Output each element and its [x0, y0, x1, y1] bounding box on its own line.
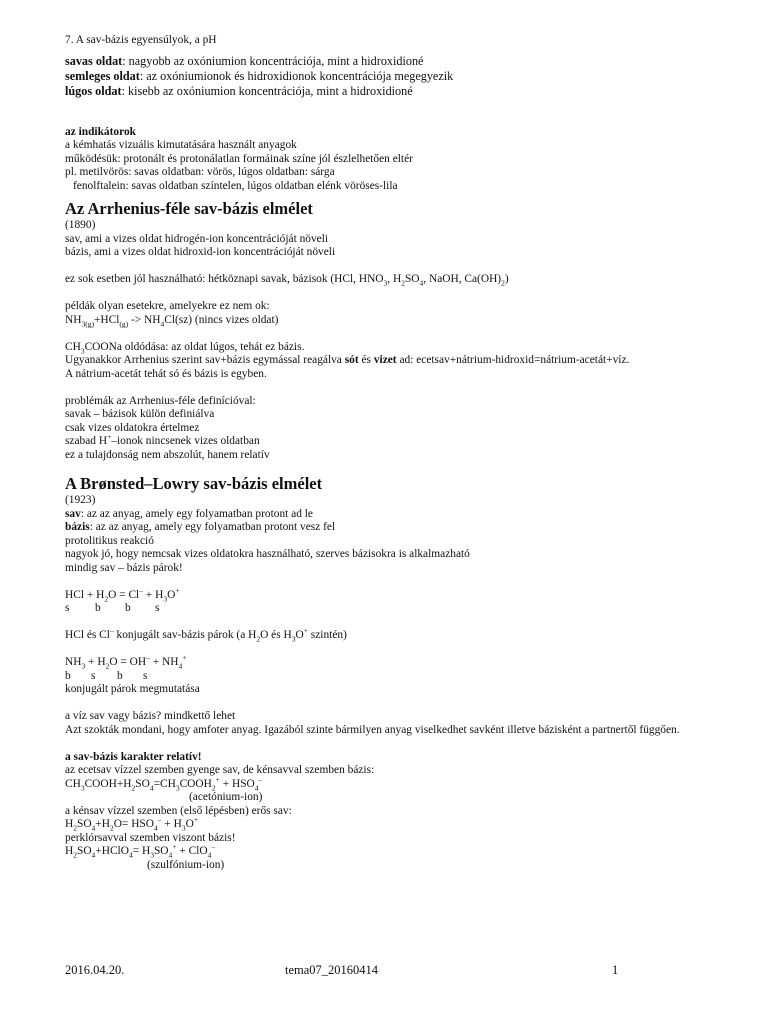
- arrhenius-problem: csak vizes oldatokra értelmez: [65, 421, 200, 434]
- footer-page-number: 1: [612, 963, 619, 977]
- bronsted-heading: A Brønsted–Lowry sav-bázis elmélet: [65, 474, 323, 493]
- footer-filename: tema07_20160414: [285, 963, 379, 977]
- document-page: [65, 34, 715, 872]
- arrhenius-problem: savak – bázisok külön definiálva: [65, 408, 215, 420]
- sulfonium-label: (szulfónium-ion): [147, 858, 225, 871]
- def-acidic: savas oldat: nagyobb az oxóniumion koncentrációja, mint a hidroxidioné: [65, 53, 424, 68]
- footer-date: 2016.04.20.: [65, 963, 125, 977]
- doc-title: 7. A sav-bázis egyensúlyok, a pH: [65, 34, 217, 46]
- acetonium-label: (acetónium-ion): [189, 791, 263, 803]
- water-question: a víz sav vagy bázis? mindkettő lehet: [65, 710, 236, 722]
- relative-line: a kénsav vízzel szemben (első lépésben) erős sav:: [65, 804, 292, 817]
- bronsted-acid-def: sav: az az anyag, amely egy folyamatban protont ad le: [65, 507, 313, 520]
- arrhenius-heading: Az Arrhenius-féle sav-bázis elmélet: [65, 199, 313, 218]
- amphoter-text: Azt szokták mondani, hogy amfoter anyag. Igazából szinte bármilyen anyag viselkedhet savként illetve bázisként a partnertől függően.: [65, 723, 680, 736]
- relative-line: az ecetsav vízzel szemben gyenge sav, de kénsavval szemben bázis:: [65, 764, 375, 776]
- arrhenius-ch3coona: $CH_3COONa$ oldódása: az oldat lúgos, tehát ez bázis.: [65, 340, 305, 355]
- equation-hcl-labels: s b b s: [65, 602, 160, 614]
- bronsted-line: protolitikus reakció: [65, 534, 154, 547]
- indicators-line: pl. metilvörös: savas oldatban: vörös, lúgos oldatban: sárga: [65, 166, 335, 178]
- bronsted-line: nagyok jó, hogy nemcsak vizes oldatokra használható, szerves bázisokra is alkalmazható: [65, 548, 470, 560]
- indicators-heading: az indikátorok: [65, 125, 136, 138]
- relative-line: perklórsavval szemben viszont bázis!: [65, 831, 236, 844]
- bronsted-year: (1923): [65, 494, 96, 506]
- arrhenius-equation: $NH_{3(g)}+HCl_{(g)} -> NH_4Cl(sz)$ (nincs vizes oldat): [65, 313, 279, 328]
- arrhenius-useful: ez sok esetben jól használható: hétköznapi savak, bázisok (HCl, $HNO_3$, $H_2SO_4$, NaOH, $Ca(OH)_2$): [65, 273, 509, 288]
- indicators-line: fenolftalein: savas oldatban színtelen, lúgos oldatban elénk vöröses-lila: [73, 179, 398, 192]
- arrhenius-problems: problémák az Arrhenius-féle definícióval:: [65, 394, 256, 407]
- bronsted-line: mindig sav – bázis párok!: [65, 561, 183, 574]
- def-neutral: semleges oldat: az oxóniumionok és hidroxidionok koncentrációja megegyezik: [65, 68, 454, 83]
- indicators-line: a kémhatás vizuális kimutatására használt anyagok: [65, 139, 297, 151]
- def-basic: lúgos oldat: kisebb az oxóniumion koncentrációja, mint a hidroxidioné: [65, 83, 413, 98]
- equation-hcl: HCl + $H_2O = Cl^- + H_3O^+$: [65, 585, 180, 603]
- equation-sulfuric-perchloric: $H_2SO_4+HClO_4= H_3SO_4^+ + ClO_4^-$: [65, 842, 216, 860]
- relative-heading: a sav-bázis karakter relatív!: [65, 750, 202, 763]
- arrhenius-acid-def: sav, ami a vizes oldat hidrogén-ion koncentrációját növeli: [65, 232, 329, 245]
- arrhenius-problem: ez a tulajdonság nem abszolút, hanem relatív: [65, 448, 270, 461]
- arrhenius-problem: szabad H+–ionok nincsenek vizes oldatban: [65, 432, 260, 447]
- arrhenius-year: (1890): [65, 219, 96, 231]
- arrhenius-base-def: bázis, ami a vizes oldat hidroxid-ion koncentrációját növeli: [65, 246, 336, 258]
- arrhenius-acetate: A nátrium-acetát tehát só és bázis is egyben.: [65, 367, 267, 380]
- arrhenius-meanwhile: Ugyanakkor Arrhenius szerint sav+bázis egymással reagálva sót és vizet ad: ecetsav+nátrium-hidroxid=nátrium-acetát+víz.: [65, 354, 630, 366]
- conjugate-show: konjugált párok megmutatása: [65, 683, 200, 695]
- equation-nh3: $NH_3 + H_2O = OH^- + NH_4^+$: [65, 653, 187, 671]
- equation-nh3-labels: b s b s: [65, 669, 148, 682]
- equation-acetic: $CH_3COOH+H_2SO_4=CH_3COOH_2^+ + HSO_4^-$: [65, 774, 263, 792]
- conjugate-pairs: HCl és Cl– konjugált sav-bázis párok (a $H_2O$ és $H_3O^+$ szintén): [65, 626, 347, 644]
- equation-sulfuric-water: $H_2SO_4+H_2O= HSO_4^- + H_3O^+$: [65, 815, 199, 833]
- arrhenius-examples: példák olyan esetekre, amelyekre ez nem ok:: [65, 300, 270, 312]
- bronsted-base-def: bázis: az az anyag, amely egy folyamatban protont vesz fel: [65, 521, 336, 533]
- indicators-line: működésük: protonált és protonálatlan formáinak színe jól észlelhetően eltér: [65, 152, 413, 165]
